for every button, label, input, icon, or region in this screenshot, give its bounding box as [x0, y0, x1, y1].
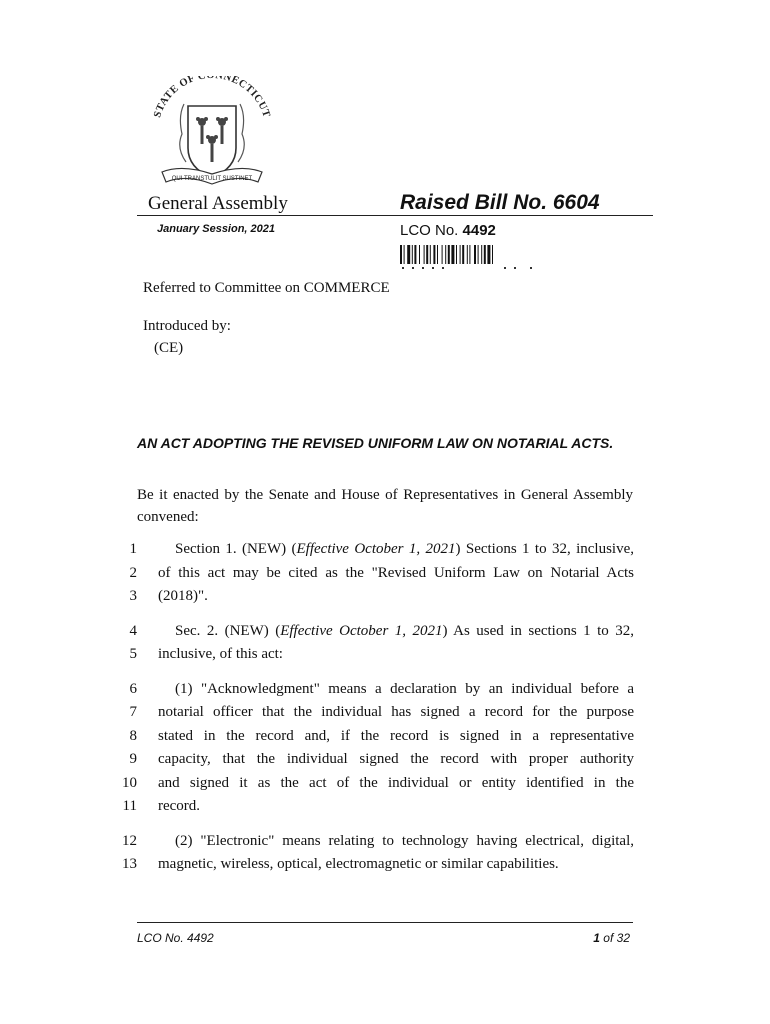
- bill-line: [0, 725, 770, 749]
- general-assembly-title: General Assembly: [148, 193, 288, 214]
- bill-line: [0, 830, 770, 854]
- line-text: capacity, that the individual signed the record with proper authority: [158, 751, 634, 767]
- line-number: 9: [129, 751, 137, 767]
- seal-arc-text: STATE OF C NECTICUT: [152, 76, 272, 120]
- bill-line: [0, 853, 770, 877]
- line-number: 3: [129, 588, 137, 604]
- bill-line: [0, 620, 770, 644]
- line-number: 12: [122, 832, 137, 849]
- enacting-clause: Be it enacted by the Senate and House of Representatives in General Assembly convened:: [137, 487, 633, 525]
- line-text: (2018)".: [158, 588, 208, 604]
- seal-motto: QUI TRANSTULIT SUSTINET: [171, 176, 253, 182]
- session-label: January Session, 2021: [157, 223, 276, 235]
- line-text: notarial officer that the individual has signed a record for the purpose: [158, 704, 634, 720]
- barcode-icon: [400, 245, 536, 271]
- lco-number-header: [400, 222, 496, 239]
- state-seal: [148, 76, 276, 196]
- line-text-part: ) As used in sections 1 to 32,: [442, 622, 634, 639]
- line-text: and signed it as the act of the individual or entity identified in the: [158, 774, 634, 791]
- lco-label: LCO No.: [400, 222, 459, 239]
- act-title: AN ACT ADOPTING THE REVISED UNIFORM LAW ON NOTARIAL ACTS.: [137, 435, 614, 451]
- header-divider: [137, 215, 653, 216]
- committee-referral: Referred to Committee on COMMERCE: [143, 280, 390, 296]
- line-text: stated in the record and, if the record is signed in a representative: [158, 727, 634, 744]
- footer-lco-number: LCO No. 4492: [137, 931, 214, 945]
- bill-line: [0, 678, 770, 702]
- introduced-by-value: (CE): [154, 340, 184, 356]
- bill-line: [0, 562, 770, 586]
- bill-line: [0, 585, 770, 609]
- line-text: of this act may be cited as the "Revised Uniform Law on Notarial Acts: [158, 564, 634, 581]
- line-text: [158, 620, 634, 644]
- line-number: 11: [122, 798, 137, 814]
- svg-text:STATE OF CONNECTICUT: [152, 76, 272, 119]
- line-number: 2: [129, 564, 137, 581]
- line-text: record.: [158, 798, 201, 814]
- bill-line: [0, 772, 770, 796]
- line-text: (1) "Acknowledgment" means a declaration by an individual before a: [175, 680, 634, 697]
- lco-number: 4492: [462, 222, 496, 239]
- bill-line: [0, 643, 770, 667]
- line-number: 1: [129, 541, 137, 557]
- line-number: 7: [129, 704, 137, 720]
- line-number: 4: [129, 622, 137, 639]
- bill-paragraph: [0, 538, 770, 609]
- connecticut-seal-icon: [148, 76, 276, 196]
- line-text: (2) "Electronic" means relating to technology having electrical, digital,: [175, 832, 634, 849]
- page-indicator: [560, 931, 630, 945]
- line-number: 10: [122, 774, 137, 791]
- line-text-part: ) Sections 1 to 32, inclusive,: [455, 541, 634, 557]
- line-number: 5: [129, 646, 137, 662]
- line-text: inclusive, of this act:: [158, 646, 283, 662]
- footer-divider: [137, 922, 633, 923]
- line-text: magnetic, wireless, optical, electromagnetic or similar capabilities.: [158, 856, 559, 872]
- bill-line: [0, 538, 770, 562]
- bill-line: [0, 748, 770, 772]
- line-number: 8: [129, 727, 137, 744]
- line-text: [158, 538, 634, 562]
- bill-line: [0, 701, 770, 725]
- line-text-part: Section 1. (NEW) (: [175, 541, 297, 557]
- line-number: 6: [129, 680, 137, 697]
- effective-date: Effective October 1, 2021: [280, 622, 443, 639]
- bill-sections: [0, 538, 770, 888]
- page-total: of 32: [603, 931, 630, 945]
- introduced-by-label: Introduced by:: [143, 318, 231, 334]
- bill-paragraph: [0, 620, 770, 667]
- line-number: 13: [122, 856, 137, 872]
- line-text-part: Sec. 2. (NEW) (: [175, 622, 281, 639]
- page-current: 1: [593, 931, 600, 945]
- effective-date: Effective October 1, 2021: [296, 541, 456, 557]
- bill-paragraph: [0, 830, 770, 877]
- bill-line: [0, 795, 770, 819]
- bill-paragraph: [0, 678, 770, 819]
- bill-number-title: Raised Bill No. 6604: [400, 191, 600, 214]
